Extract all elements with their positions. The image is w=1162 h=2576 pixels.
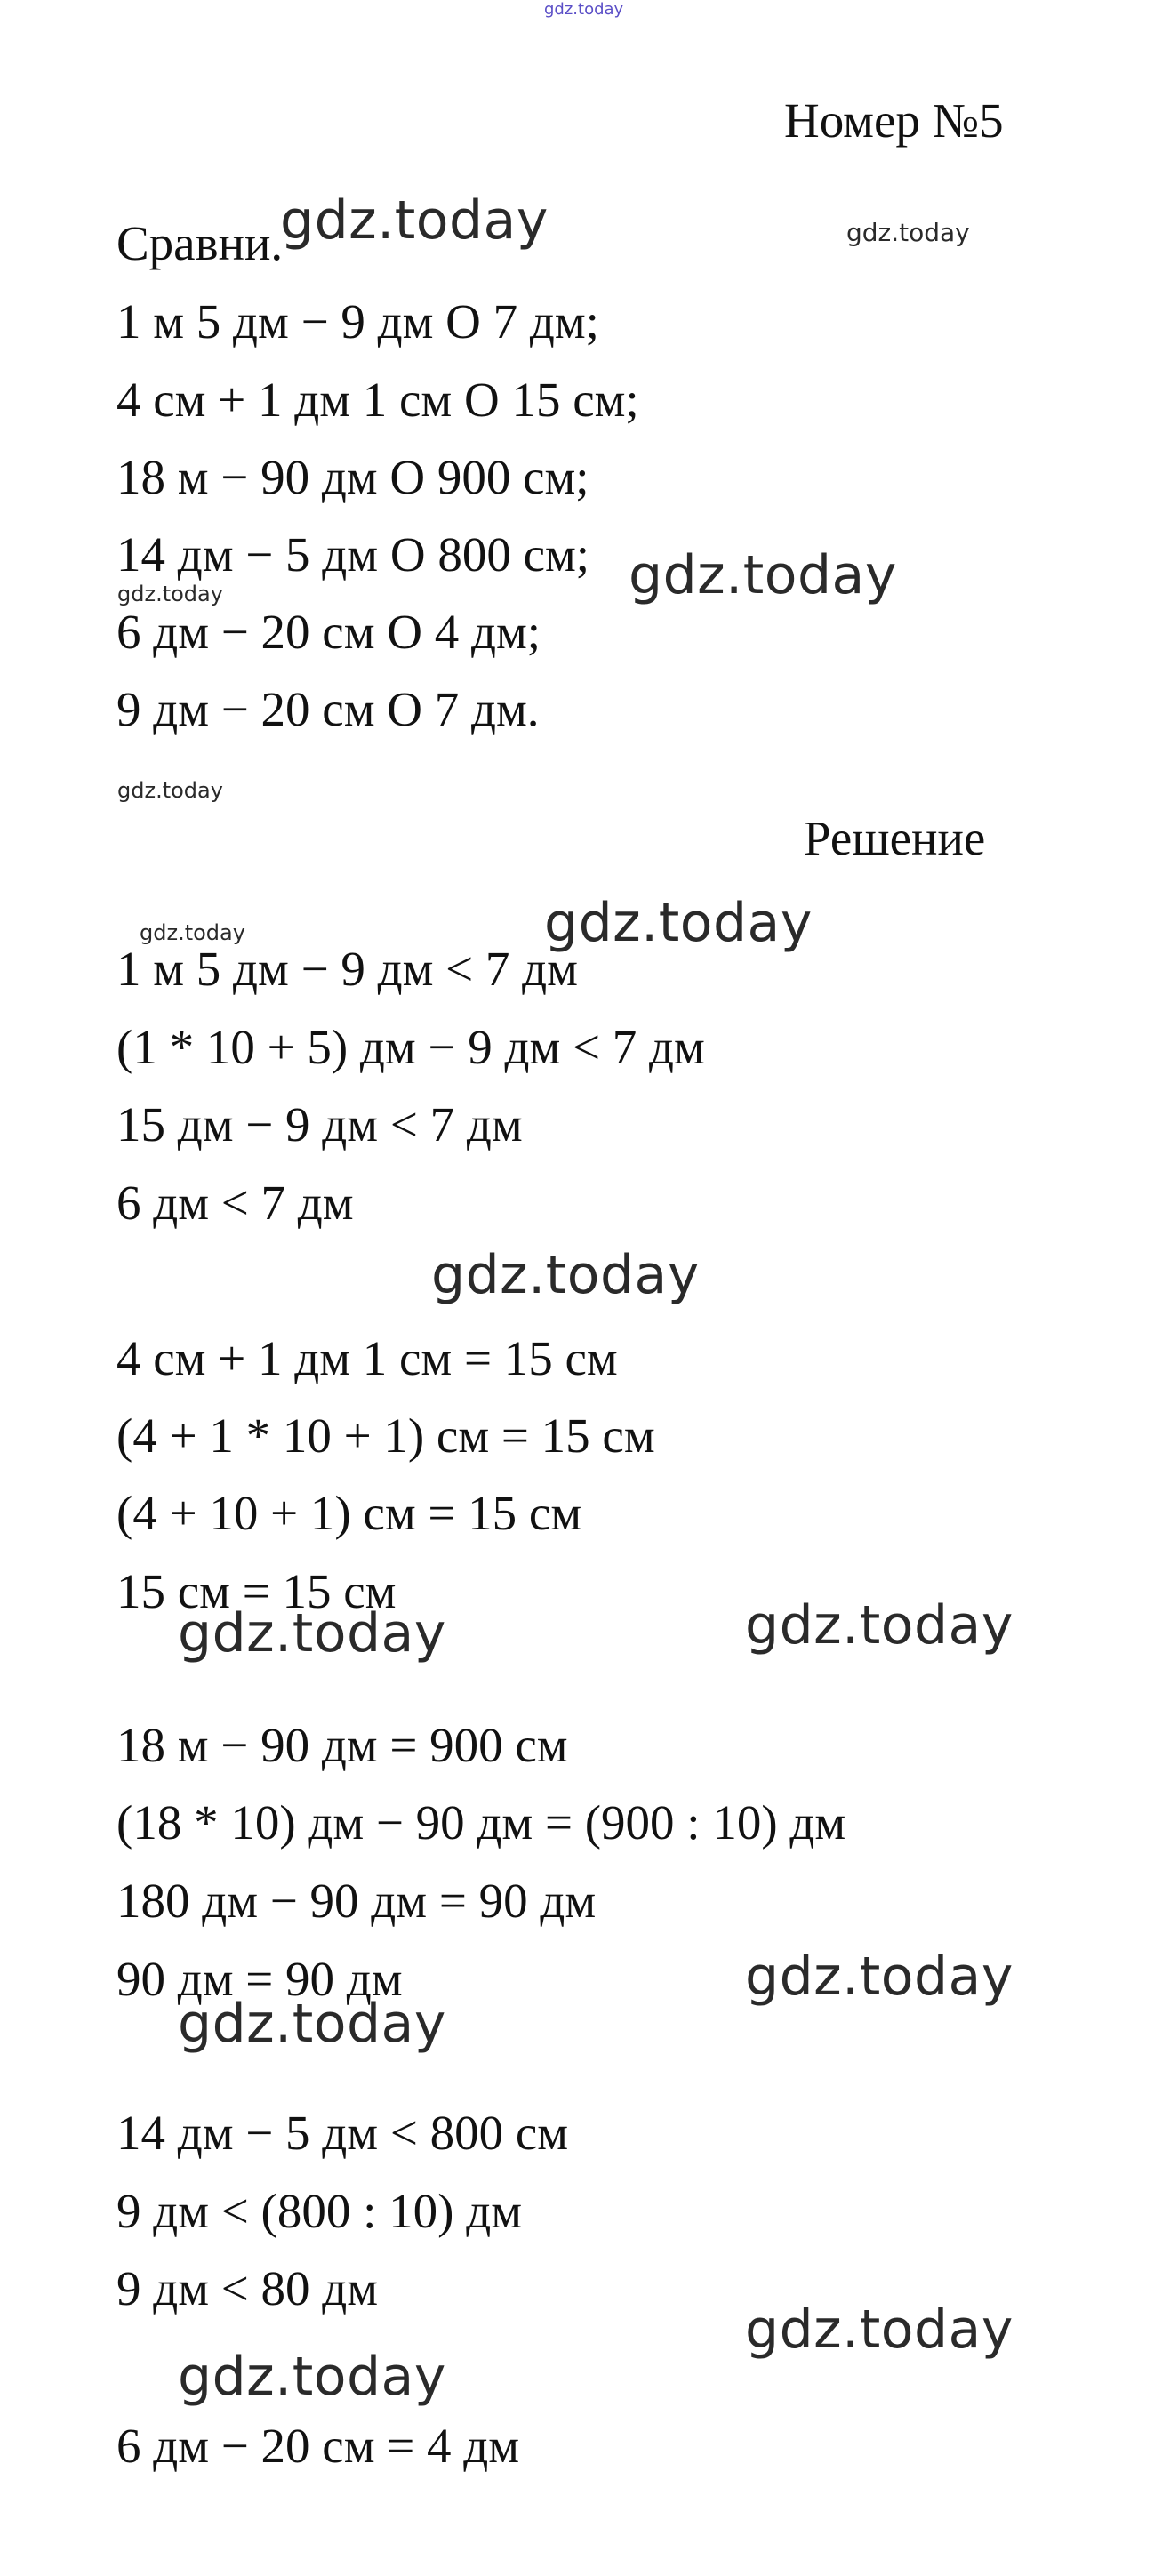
- task-item: 14 дм − 5 дм O 800 см;: [116, 527, 590, 582]
- task-item: 18 м − 90 дм O 900 см;: [116, 450, 589, 504]
- solution-line: 90 дм = 90 дм: [116, 1952, 403, 2006]
- solution-line: 180 дм − 90 дм = 90 дм: [116, 1874, 597, 1928]
- solution-line: 14 дм − 5 дм < 800 см: [116, 2106, 569, 2160]
- watermark: gdz.today: [178, 1993, 446, 2055]
- solution-line: 1 м 5 дм − 9 дм < 7 дм: [116, 942, 578, 996]
- solution-line: 6 дм < 7 дм: [116, 1176, 354, 1230]
- solution-heading: Решение: [804, 811, 986, 865]
- task-item: 6 дм − 20 см O 4 дм;: [116, 605, 541, 659]
- watermark: gdz.today: [745, 2299, 1014, 2361]
- solution-line: 9 дм < (800 : 10) дм: [116, 2184, 523, 2238]
- solution-line: 18 м − 90 дм = 900 см: [116, 1718, 568, 1772]
- solution-line: (18 * 10) дм − 90 дм = (900 : 10) дм: [116, 1795, 846, 1850]
- task-intro: Сравни.: [116, 216, 284, 270]
- solution-line: 4 см + 1 дм 1 см = 15 см: [116, 1331, 618, 1385]
- page-title: Номер №5: [784, 93, 1004, 148]
- watermark: gdz.today: [629, 544, 897, 606]
- solution-line: 6 дм − 20 см = 4 дм: [116, 2419, 520, 2473]
- watermark: gdz.today: [178, 2346, 446, 2408]
- watermark: gdz.today: [745, 1594, 1014, 1657]
- task-item: 9 дм − 20 см O 7 дм.: [116, 682, 540, 736]
- watermark: gdz.today: [140, 920, 245, 945]
- task-item: 1 м 5 дм − 9 дм O 7 дм;: [116, 294, 599, 349]
- watermark: gdz.today: [117, 778, 223, 803]
- watermark: gdz.today: [178, 1602, 446, 1665]
- watermark: gdz.today: [846, 218, 970, 247]
- solution-line: 9 дм < 80 дм: [116, 2261, 379, 2315]
- solution-line: 15 см = 15 см: [116, 1564, 397, 1618]
- solution-line: (1 * 10 + 5) дм − 9 дм < 7 дм: [116, 1020, 705, 1074]
- watermark: gdz.today: [544, 892, 813, 954]
- solution-line: (4 + 1 * 10 + 1) см = 15 см: [116, 1408, 655, 1463]
- task-item: 4 см + 1 дм 1 см O 15 см;: [116, 373, 639, 427]
- watermark: gdz.today: [117, 582, 223, 606]
- watermark: gdz.today: [745, 1946, 1014, 2008]
- watermark: gdz.today: [280, 189, 549, 252]
- watermark: gdz.today: [431, 1244, 700, 1306]
- solution-line: (4 + 10 + 1) см = 15 см: [116, 1486, 582, 1540]
- solution-line: 15 дм − 9 дм < 7 дм: [116, 1097, 523, 1152]
- watermark-top: gdz.today: [544, 0, 624, 19]
